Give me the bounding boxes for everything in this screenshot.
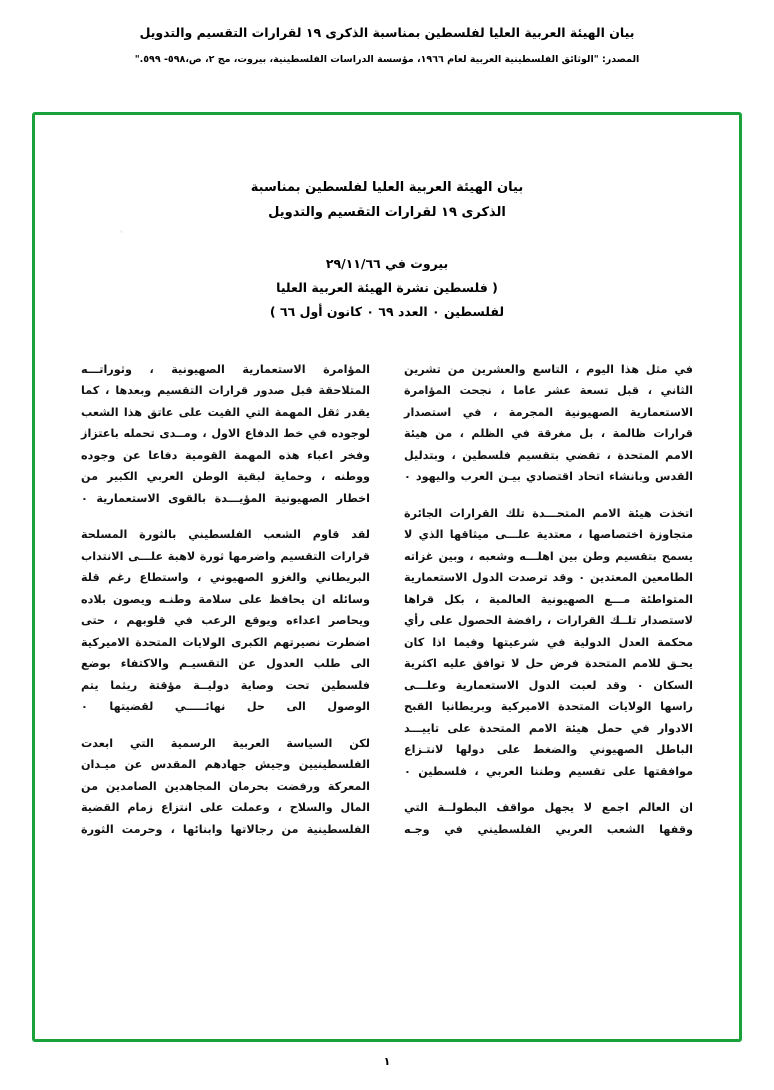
header-title: بيان الهيئة العربية العليا لفلسطين بمناسبة الذكرى ١٩ لقرارات التقسيم والتدويل bbox=[139, 25, 635, 40]
frame-content bbox=[35, 115, 739, 1039]
paragraph: لقد قاوم الشعب الفلسطيني بالثورة المسلحة قرارات التقسيم واضرمها ثورة لاهبة علـــى الانتداب البريطاني والغزو الصهيوني ، واستطاع رغم قلة وسائله ان يحافظ على سلامة وطنـه ويصون بلاده ويحاصر اعداءه ويوقع الرعب في قلوبهم ، حتى اضطرت نصيرتهم الكبرى الولايات المتحدة الاميركية الى طلب العدول عن التقسيـم والاكتفاء بوضع فلسطين تحت وصاية دوليــة مؤقتة ريثما يتم الوصول الى حل نهائـــــي لقضيتها ٠ bbox=[81, 528, 370, 714]
right-column bbox=[404, 359, 693, 841]
bulletin-line-1: ( فلسطين نشرة الهيئة العربية العليا bbox=[276, 280, 498, 296]
headline-line-1: بيان الهيئة العربية العليا لفلسطين بمناسبة bbox=[250, 180, 524, 195]
header-source: المصدر: "الوثائق الفلسطينية العربية لعام ١٩٦٦، مؤسسة الدراسات الفلسطينية، بيروت، مج ٢، ص،٥٩٨- ٥٩٩." bbox=[134, 53, 640, 65]
body-columns bbox=[81, 359, 693, 841]
left-column bbox=[81, 359, 370, 841]
bulletin-line-2: لفلسطين ٠ العدد ٦٩ ٠ كانون أول ٦٦ ) bbox=[269, 304, 505, 320]
paragraph: في مثل هذا اليوم ، التاسع والعشرين من تشرين الثاني ، قبل تسعة عشر عاما ، نجحت المؤامرة الاستعمارية الصهيونية المجرمة ، في استصدار قرارات ظالمة ، بل مغرقة في الظلم ، من هيئة الامم المتحدة ، تقضي بتقسيم فلسطين ، وبتدليل القدس وبانشاء اتحاد اقتصادي بيـن العرب واليهود ٠ bbox=[404, 362, 693, 484]
paragraph: ان العالم اجمع لا يجهل مواقف البطولــة التي وقفها الشعب العربي الفلسطيني في وجـه bbox=[404, 801, 693, 836]
date-and-issue-block bbox=[81, 252, 693, 325]
document-header bbox=[0, 0, 774, 67]
paragraph: المؤامرة الاستعمارية الصهيونية ، وثوراتـــه المتلاحقة قبل صدور قرارات التقسيم وبعدها ، كما يقدر ثقل المهمة التي القيت على عاتق هذا الشعب لوجوده في خط الدفاع الاول ، ومــدى تحمله باعتزاز وفخر اعباء هذه المهمة القومية دفاعا عن وجوده ووطنه ، وحماية لبقية الوطن العربي الكبير من اخطار الصهيونية المؤيـــدة بالقوى الاستعمارية ٠ bbox=[81, 362, 370, 505]
headline-line-2: الذكرى ١٩ لقرارات التقسيم والتدويل bbox=[268, 205, 506, 221]
green-border-frame bbox=[32, 112, 742, 1042]
paragraph: لكن السياسة العربية الرسمية التي ابعدت الفلسطينيين وجيش جهادهم المقدس عن ميـدان المعركة ورفضت بحرمان المجاهدين الصامدين من المال والسلاح ، وعملت على انتزاع زمام القضية الفلسطينية من رجالاتها وابنائها ، وحرمت الثورة bbox=[81, 736, 370, 836]
statement-headline bbox=[81, 175, 693, 226]
paragraph: اتخذت هيئة الامم المتحـــدة تلك القرارات الجائرة متجاوزة اختصاصها ، معتدية علـــى ميثاقها الذي لا يسمح بتقسيم وطن بين اهلـــه وشعبه ، وبين غزاته الطامعين المعتدين ٠ وقد ترصدت الدول الاستعمارية المتواطئة مـــع الصهيونية العالمية ، بكل قراها لاستصدار تلــك القرارات ، رافضة الحصول على رأي محكمة العدل الدولية في شرعيتها وفيما اذا كان يحـق للامم المتحدة فرض حل لا توافق عليه اكثرية السكان ٠ وقد لعبت الدول الاستعمارية وعلـــى راسها الولايات المتحدة الاميركية وبريطانيا القبح الادوار في حمل هيئة الامم المتحدة على تاييـــد الباطل الصهيوني والضغط على دولها لانتـزاع موافقتها على تقسيم وطننا العربي ، فلسطين ٠ bbox=[404, 506, 693, 778]
page-number: ١ bbox=[383, 1055, 391, 1068]
date-line: بيروت في ٢٩/١١/٦٦ bbox=[325, 255, 449, 271]
